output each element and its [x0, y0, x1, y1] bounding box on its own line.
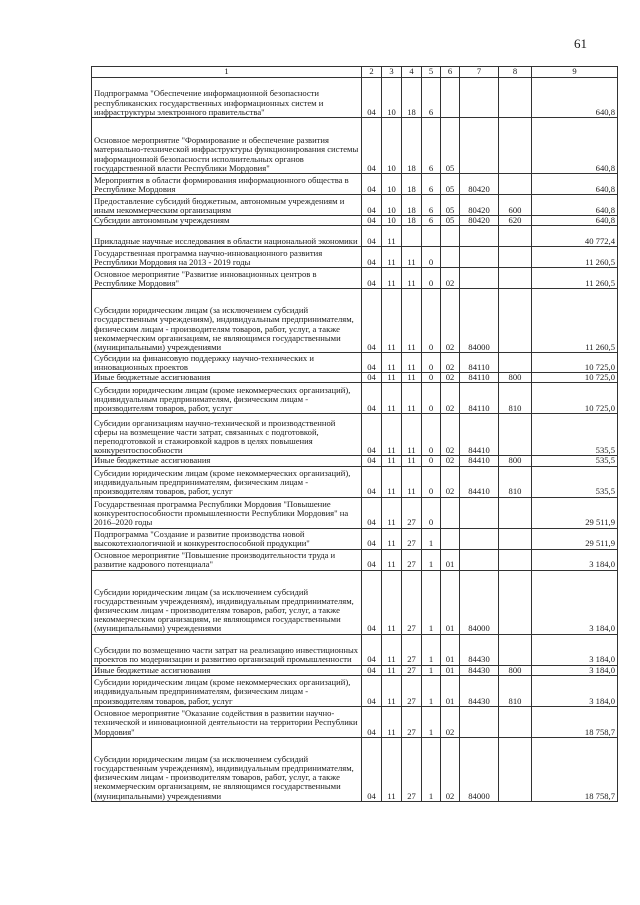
- code-cell: 800: [499, 373, 532, 383]
- code-cell: 01: [441, 549, 460, 570]
- code-cell: 84430: [460, 665, 499, 675]
- code-cell: 84430: [460, 634, 499, 665]
- code-cell: 11: [382, 497, 402, 528]
- row-name: Субсидии юридическим лицам (кроме некоммерческих организаций), индивидуальным предпринимателям, физическим лицам - производителям товаров, работ, услуг: [92, 675, 362, 706]
- code-cell: 11: [382, 456, 402, 466]
- code-cell: 1: [422, 737, 441, 801]
- table-row: [92, 528, 618, 549]
- code-cell: 11: [382, 634, 402, 665]
- code-cell: 04: [362, 634, 382, 665]
- row-name: Государственная программа Республики Мордовия "Повышение конкурентоспособности промышленности Республики Мордовия" на 2016–2020 годы: [92, 497, 362, 528]
- code-cell: [499, 570, 532, 634]
- header-cell: 7: [460, 67, 499, 78]
- row-name: Субсидии юридическим лицам (за исключением субсидий государственным учреждениям), индивидуальным предпринимателям, физическим лицам - производителям товаров, работ, услуг, а также некоммерческим организациям, не являющимся государственными (муниципальными) учреждениями: [92, 289, 362, 353]
- code-cell: 810: [499, 383, 532, 414]
- header-cell: 1: [92, 67, 362, 78]
- code-cell: [499, 226, 532, 247]
- code-cell: 11: [382, 226, 402, 247]
- code-cell: 04: [362, 373, 382, 383]
- code-cell: 11: [402, 289, 422, 353]
- code-cell: 1: [422, 634, 441, 665]
- code-cell: 11: [382, 675, 402, 706]
- code-cell: 6: [422, 195, 441, 216]
- header-cell: 2: [362, 67, 382, 78]
- code-cell: 02: [441, 373, 460, 383]
- code-cell: 01: [441, 665, 460, 675]
- code-cell: 02: [441, 268, 460, 289]
- code-cell: 27: [402, 497, 422, 528]
- amount-cell: 640,8: [532, 78, 618, 118]
- code-cell: 05: [441, 174, 460, 195]
- code-cell: 02: [441, 456, 460, 466]
- code-cell: 11: [382, 466, 402, 497]
- code-cell: [460, 268, 499, 289]
- code-cell: 84000: [460, 289, 499, 353]
- row-name: Субсидии юридическим лицам (за исключением субсидий государственным учреждениям), индивидуальным предпринимателям, физическим лицам - производителям товаров, работ, услуг, а также некоммерческим организациям, не являющимся государственными (муниципальными) учреждениями: [92, 737, 362, 801]
- table-row: [92, 268, 618, 289]
- table-row: [92, 549, 618, 570]
- code-cell: 0: [422, 353, 441, 373]
- row-name: Основное мероприятие "Оказание содействия в развитии научно-технической и инновационной деятельности на территории Республики Мордовия": [92, 706, 362, 737]
- code-cell: [499, 737, 532, 801]
- row-name: Подпрограмма "Создание и развитие производства новой высокотехнологичной и конкурентоспособной продукции": [92, 528, 362, 549]
- amount-cell: 3 184,0: [532, 634, 618, 665]
- code-cell: 0: [422, 268, 441, 289]
- code-cell: [499, 118, 532, 174]
- amount-cell: 10 725,0: [532, 373, 618, 383]
- code-cell: 0: [422, 497, 441, 528]
- table-row: [92, 414, 618, 456]
- code-cell: 04: [362, 549, 382, 570]
- row-name: Субсидии юридическим лицам (кроме некоммерческих организаций), индивидуальным предпринимателям, физическим лицам - производителям товаров, работ, услуг: [92, 466, 362, 497]
- code-cell: 04: [362, 216, 382, 226]
- code-cell: [499, 528, 532, 549]
- code-cell: 11: [382, 549, 402, 570]
- code-cell: [441, 247, 460, 268]
- row-name: Основное мероприятие "Повышение производительности труда и развитие кадрового потенциала": [92, 549, 362, 570]
- code-cell: 18: [402, 216, 422, 226]
- row-name: Субсидии по возмещению части затрат на реализацию инвестиционных проектов по модернизации и развитию организаций промышленности: [92, 634, 362, 665]
- row-name: Основное мероприятие "Формирование и обеспечение развития материально-технической инфраструктуры функционирования системы информационной безопасности исполнительных органов государственной власти Республики Мордовия": [92, 118, 362, 174]
- table-row: [92, 226, 618, 247]
- code-cell: 02: [441, 289, 460, 353]
- header-cell: 5: [422, 67, 441, 78]
- table-row: [92, 78, 618, 118]
- code-cell: 80420: [460, 195, 499, 216]
- code-cell: 84410: [460, 414, 499, 456]
- code-cell: 1: [422, 549, 441, 570]
- code-cell: 27: [402, 549, 422, 570]
- amount-cell: 3 184,0: [532, 549, 618, 570]
- code-cell: 11: [382, 706, 402, 737]
- amount-cell: 11 260,5: [532, 247, 618, 268]
- code-cell: 620: [499, 216, 532, 226]
- code-cell: 84410: [460, 456, 499, 466]
- budget-table: [91, 66, 618, 802]
- amount-cell: 40 772,4: [532, 226, 618, 247]
- code-cell: 800: [499, 456, 532, 466]
- code-cell: 27: [402, 634, 422, 665]
- code-cell: 11: [382, 353, 402, 373]
- code-cell: 10: [382, 174, 402, 195]
- code-cell: 04: [362, 78, 382, 118]
- code-cell: 6: [422, 78, 441, 118]
- code-cell: 04: [362, 383, 382, 414]
- row-name: Субсидии автономным учреждениям: [92, 216, 362, 226]
- code-cell: 11: [382, 247, 402, 268]
- code-cell: 80420: [460, 174, 499, 195]
- row-name: Субсидии на финансовую поддержку научно-технических и инновационных проектов: [92, 353, 362, 373]
- header-cell: 9: [532, 67, 618, 78]
- table-row: [92, 195, 618, 216]
- code-cell: 04: [362, 247, 382, 268]
- code-cell: 11: [382, 528, 402, 549]
- code-cell: [499, 497, 532, 528]
- table-row: [92, 216, 618, 226]
- table-row: [92, 353, 618, 373]
- code-cell: 02: [441, 706, 460, 737]
- code-cell: [460, 497, 499, 528]
- code-cell: 04: [362, 174, 382, 195]
- row-name: Прикладные научные исследования в области национальной экономики: [92, 226, 362, 247]
- amount-cell: 18 758,7: [532, 737, 618, 801]
- code-cell: 84000: [460, 737, 499, 801]
- code-cell: [441, 78, 460, 118]
- table-row: [92, 289, 618, 353]
- row-name: Основное мероприятие "Развитие инновационных центров в Республике Мордовия": [92, 268, 362, 289]
- code-cell: 0: [422, 466, 441, 497]
- header-cell: 4: [402, 67, 422, 78]
- table-row: [92, 373, 618, 383]
- code-cell: 0: [422, 456, 441, 466]
- amount-cell: 3 184,0: [532, 675, 618, 706]
- row-name: Государственная программа научно-инновационного развития Республики Мордовия на 2013 - 2019 годы: [92, 247, 362, 268]
- code-cell: 02: [441, 737, 460, 801]
- code-cell: 04: [362, 289, 382, 353]
- code-cell: [460, 247, 499, 268]
- table-row: [92, 706, 618, 737]
- amount-cell: 10 725,0: [532, 353, 618, 373]
- table-row: [92, 675, 618, 706]
- code-cell: 11: [382, 414, 402, 456]
- code-cell: [499, 174, 532, 195]
- code-cell: 84000: [460, 570, 499, 634]
- code-cell: 1: [422, 675, 441, 706]
- code-cell: 10: [382, 216, 402, 226]
- code-cell: [422, 226, 441, 247]
- amount-cell: 535,5: [532, 466, 618, 497]
- code-cell: 0: [422, 414, 441, 456]
- code-cell: [460, 118, 499, 174]
- code-cell: 04: [362, 414, 382, 456]
- code-cell: 810: [499, 675, 532, 706]
- amount-cell: 29 511,9: [532, 528, 618, 549]
- header-cell: 3: [382, 67, 402, 78]
- code-cell: [499, 78, 532, 118]
- row-name: Субсидии юридическим лицам (за исключением субсидий государственным учреждениям), индивидуальным предпринимателям, физическим лицам - производителям товаров, работ, услуг, а также некоммерческим организациям, не являющимся государственными (муниципальными) учреждениями: [92, 570, 362, 634]
- code-cell: 11: [402, 373, 422, 383]
- amount-cell: 11 260,5: [532, 289, 618, 353]
- table-row: [92, 634, 618, 665]
- code-cell: 11: [382, 737, 402, 801]
- code-cell: 810: [499, 466, 532, 497]
- code-cell: [499, 414, 532, 456]
- header-row: [92, 67, 618, 78]
- row-name: Подпрограмма "Обеспечение информационной безопасности республиканских государственных информационных систем и инфраструктуры электронного правительства": [92, 78, 362, 118]
- code-cell: 6: [422, 174, 441, 195]
- code-cell: 04: [362, 497, 382, 528]
- header-cell: 6: [441, 67, 460, 78]
- code-cell: 04: [362, 268, 382, 289]
- amount-cell: 640,8: [532, 174, 618, 195]
- row-name: Субсидии организациям научно-технической и производственной сферы на возмещение части затрат, связанных с подготовкой, переподготовкой и стажировкой кадров в целях повышения конкурентоспособности: [92, 414, 362, 456]
- code-cell: 1: [422, 528, 441, 549]
- row-name: Иные бюджетные ассигнования: [92, 665, 362, 675]
- code-cell: 10: [382, 78, 402, 118]
- code-cell: 11: [402, 414, 422, 456]
- code-cell: 04: [362, 226, 382, 247]
- amount-cell: 3 184,0: [532, 570, 618, 634]
- table-row: [92, 118, 618, 174]
- code-cell: 27: [402, 737, 422, 801]
- code-cell: 11: [382, 289, 402, 353]
- code-cell: [499, 353, 532, 373]
- code-cell: [460, 226, 499, 247]
- code-cell: [460, 78, 499, 118]
- code-cell: 04: [362, 195, 382, 216]
- code-cell: 05: [441, 216, 460, 226]
- code-cell: 11: [382, 570, 402, 634]
- code-cell: 11: [402, 353, 422, 373]
- code-cell: 11: [382, 268, 402, 289]
- code-cell: 02: [441, 353, 460, 373]
- code-cell: 0: [422, 247, 441, 268]
- code-cell: 04: [362, 528, 382, 549]
- code-cell: 18: [402, 78, 422, 118]
- code-cell: 800: [499, 665, 532, 675]
- amount-cell: 10 725,0: [532, 383, 618, 414]
- table-row: [92, 570, 618, 634]
- code-cell: 11: [402, 456, 422, 466]
- amount-cell: 640,8: [532, 118, 618, 174]
- table-row: [92, 497, 618, 528]
- code-cell: [499, 289, 532, 353]
- code-cell: 0: [422, 373, 441, 383]
- code-cell: 18: [402, 118, 422, 174]
- code-cell: 01: [441, 675, 460, 706]
- code-cell: 11: [402, 247, 422, 268]
- code-cell: [499, 634, 532, 665]
- code-cell: 04: [362, 675, 382, 706]
- code-cell: 04: [362, 570, 382, 634]
- code-cell: 02: [441, 414, 460, 456]
- code-cell: 1: [422, 665, 441, 675]
- code-cell: 84410: [460, 466, 499, 497]
- code-cell: 27: [402, 570, 422, 634]
- code-cell: 1: [422, 570, 441, 634]
- amount-cell: 640,8: [532, 216, 618, 226]
- code-cell: 0: [422, 289, 441, 353]
- row-name: Субсидии юридическим лицам (кроме некоммерческих организаций), индивидуальным предпринимателям, физическим лицам - производителям товаров, работ, услуг: [92, 383, 362, 414]
- row-name: Мероприятия в области формирования информационного общества в Республике Мордовия: [92, 174, 362, 195]
- page-number: 61: [574, 36, 587, 51]
- code-cell: 04: [362, 353, 382, 373]
- code-cell: 84110: [460, 383, 499, 414]
- code-cell: 05: [441, 195, 460, 216]
- code-cell: 18: [402, 195, 422, 216]
- code-cell: 10: [382, 195, 402, 216]
- code-cell: [402, 226, 422, 247]
- amount-cell: 29 511,9: [532, 497, 618, 528]
- table-row: [92, 174, 618, 195]
- amount-cell: 640,8: [532, 195, 618, 216]
- table-row: [92, 383, 618, 414]
- table-row: [92, 247, 618, 268]
- code-cell: 04: [362, 118, 382, 174]
- amount-cell: 11 260,5: [532, 268, 618, 289]
- code-cell: 11: [402, 466, 422, 497]
- code-cell: 02: [441, 466, 460, 497]
- code-cell: 600: [499, 195, 532, 216]
- code-cell: [499, 706, 532, 737]
- code-cell: 11: [382, 383, 402, 414]
- code-cell: [441, 528, 460, 549]
- code-cell: [460, 706, 499, 737]
- code-cell: 80420: [460, 216, 499, 226]
- code-cell: [499, 549, 532, 570]
- code-cell: 0: [422, 383, 441, 414]
- code-cell: [499, 247, 532, 268]
- amount-cell: 535,5: [532, 456, 618, 466]
- code-cell: [441, 226, 460, 247]
- table-row: [92, 466, 618, 497]
- table-row: [92, 665, 618, 675]
- code-cell: 04: [362, 706, 382, 737]
- code-cell: 6: [422, 216, 441, 226]
- code-cell: 11: [382, 373, 402, 383]
- row-name: Предоставление субсидий бюджетным, автономным учреждениям и иным некоммерческим организациям: [92, 195, 362, 216]
- amount-cell: 535,5: [532, 414, 618, 456]
- code-cell: 10: [382, 118, 402, 174]
- code-cell: 27: [402, 706, 422, 737]
- code-cell: 04: [362, 466, 382, 497]
- code-cell: 6: [422, 118, 441, 174]
- header-cell: 8: [499, 67, 532, 78]
- code-cell: 11: [402, 268, 422, 289]
- code-cell: [460, 528, 499, 549]
- code-cell: 02: [441, 383, 460, 414]
- code-cell: [441, 497, 460, 528]
- code-cell: 27: [402, 675, 422, 706]
- code-cell: 84430: [460, 675, 499, 706]
- code-cell: [499, 268, 532, 289]
- code-cell: [460, 549, 499, 570]
- table-row: [92, 737, 618, 801]
- row-name: Иные бюджетные ассигнования: [92, 373, 362, 383]
- code-cell: 04: [362, 737, 382, 801]
- code-cell: 27: [402, 665, 422, 675]
- amount-cell: 18 758,7: [532, 706, 618, 737]
- code-cell: 11: [402, 383, 422, 414]
- code-cell: 01: [441, 570, 460, 634]
- code-cell: 01: [441, 634, 460, 665]
- code-cell: 84110: [460, 353, 499, 373]
- code-cell: 27: [402, 528, 422, 549]
- code-cell: 1: [422, 706, 441, 737]
- code-cell: 04: [362, 456, 382, 466]
- code-cell: 04: [362, 665, 382, 675]
- code-cell: 84110: [460, 373, 499, 383]
- code-cell: 18: [402, 174, 422, 195]
- code-cell: 11: [382, 665, 402, 675]
- row-name: Иные бюджетные ассигнования: [92, 456, 362, 466]
- amount-cell: 3 184,0: [532, 665, 618, 675]
- table-row: [92, 456, 618, 466]
- code-cell: 05: [441, 118, 460, 174]
